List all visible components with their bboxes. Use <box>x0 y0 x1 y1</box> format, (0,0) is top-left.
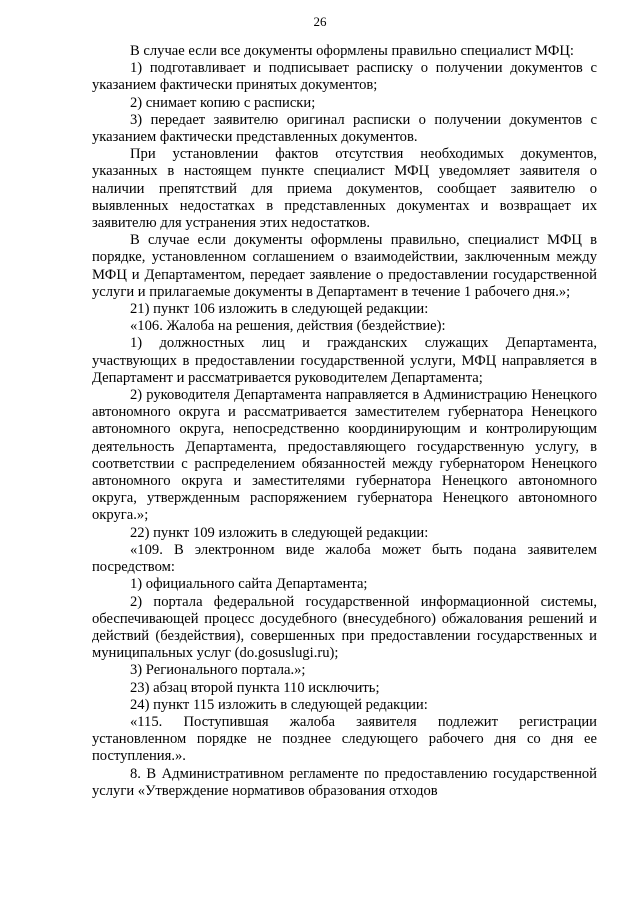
paragraph: 1) подготавливает и подписывает расписку о получении документов с указанием фактически принятых документов; <box>92 60 597 94</box>
paragraph: 22) пункт 109 изложить в следующей редакции: <box>130 524 429 541</box>
paragraph: 2) портала федеральной государственной информационной системы, обеспечивающей процесс досудебного (внесудебного) обжалования решений и действий (бездействия), совершенных при предоставлении государственных и муниципальных услуг (do.gosuslugi.ru); <box>92 593 597 662</box>
paragraph: В случае если все документы оформлены правильно специалист МФЦ: <box>130 43 574 59</box>
paragraph: 1) официального сайта Департамента; <box>130 576 368 593</box>
paragraph: 8. В Административном регламенте по предоставлению государственной услуги «Утверждение нормативов образования отходов <box>92 765 597 799</box>
paragraph: 21) пункт 106 изложить в следующей редакции: <box>130 301 429 318</box>
paragraph: 24) пункт 115 изложить в следующей редакции: <box>130 696 428 713</box>
paragraph: 2) руководителя Департамента направляется в Администрацию Ненецкого автономного округа и рассматривается заместителем губернатора Ненецкого автономного округа, непосредственно координирующим и контролирующим деятельность Департамента, предоставляющего государственную услугу, в соответствии с распределением обязанностей между губернатором Ненецкого автономного округа и заместителями губернатора Ненецкого автономного округа, утвержденным распоряжением губернатора Ненецкого автономного округа.»; <box>92 387 597 524</box>
document-body <box>92 43 597 800</box>
paragraph: 2) снимает копию с расписки; <box>130 94 316 111</box>
paragraph: В случае если документы оформлены правильно, специалист МФЦ в порядке, установленном соглашением о взаимодействии, заключенным между МФЦ и Департаментом, передает заявление о предоставлении государственной услуги и прилагаемые документы в Департамент в течение 1 рабочего дня.»; <box>92 232 597 300</box>
paragraph: «115. Поступившая жалоба заявителя подлежит регистрации установленном порядке не позднее следующего рабочего дня со дня ее поступления.». <box>92 713 597 765</box>
paragraph: При установлении фактов отсутствия необходимых документов, указанных в настоящем пункте специалист МФЦ уведомляет заявителя о наличии препятствий для приема документов, сообщает заявителю о выявленных недостатках в представленных документах и возвращает их заявителю для устранения этих недостатков. <box>92 146 597 232</box>
paragraph: 23) абзац второй пункта 110 исключить; <box>130 679 380 696</box>
page-number: 26 <box>313 14 327 29</box>
paragraph: «106. Жалоба на решения, действия (бездействие): <box>130 318 446 335</box>
paragraph: 3) Регионального портала.»; <box>130 662 306 679</box>
paragraph: 3) передает заявителю оригинал расписки о получении документов с указанием фактически представленных документов. <box>92 111 597 146</box>
paragraph: 1) должностных лиц и гражданских служащих Департамента, участвующих в предоставлении государственной услуги, МФЦ направляется в Департамент и рассматривается руководителем Департамента; <box>92 335 597 386</box>
paragraph: «109. В электронном виде жалоба может быть подана заявителем посредством: <box>92 541 597 576</box>
